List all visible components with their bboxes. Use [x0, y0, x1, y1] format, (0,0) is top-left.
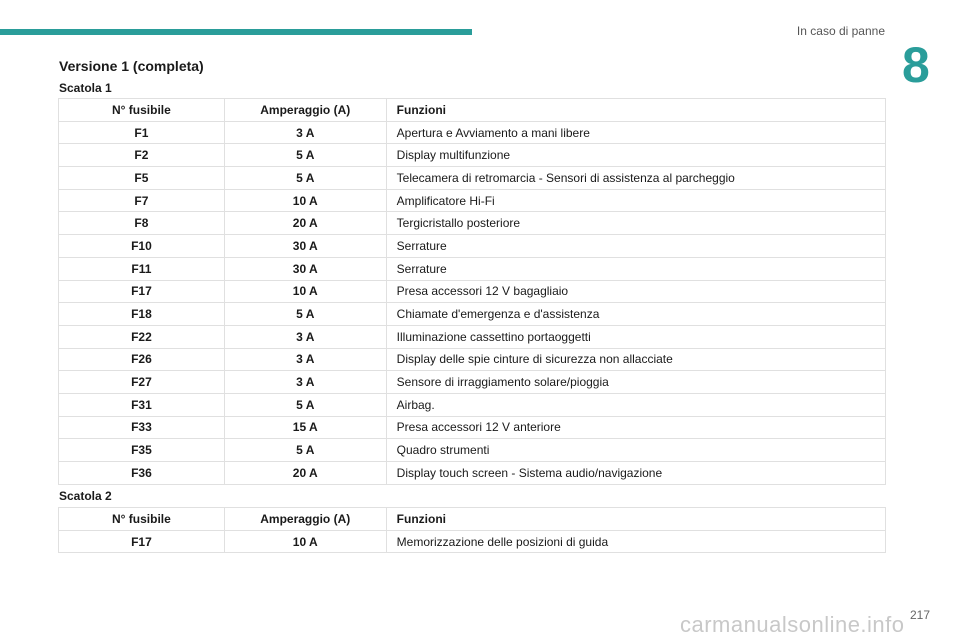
fuse-number-cell: F26	[59, 348, 225, 371]
fuse-number-cell: F2	[59, 144, 225, 167]
amperage-cell: 5 A	[224, 439, 386, 462]
function-cell: Presa accessori 12 V anteriore	[386, 416, 885, 439]
function-cell: Telecamera di retromarcia - Sensori di assistenza al parcheggio	[386, 167, 885, 190]
table-row	[59, 189, 886, 212]
watermark: carmanualsonline.info	[680, 612, 905, 637]
table-header-row	[59, 508, 886, 531]
function-cell: Illuminazione cassettino portaoggetti	[386, 325, 885, 348]
amperage-cell: 5 A	[224, 144, 386, 167]
fuse-number-cell: F33	[59, 416, 225, 439]
amperage-cell: 5 A	[224, 303, 386, 326]
box1-label: Scatola 1	[59, 81, 112, 95]
table-row	[59, 325, 886, 348]
fuse-number-cell: F5	[59, 167, 225, 190]
amperage-cell: 3 A	[224, 325, 386, 348]
table-row	[59, 212, 886, 235]
table-row	[59, 439, 886, 462]
fuse-number-cell: F17	[59, 280, 225, 303]
fuse-number-cell: F35	[59, 439, 225, 462]
fuse-number-cell: F11	[59, 257, 225, 280]
header-amperage: Amperaggio (A)	[224, 508, 386, 531]
function-cell: Serrature	[386, 257, 885, 280]
function-cell: Airbag.	[386, 393, 885, 416]
amperage-cell: 30 A	[224, 235, 386, 258]
amperage-cell: 10 A	[224, 280, 386, 303]
fuse-number-cell: F8	[59, 212, 225, 235]
function-cell: Sensore di irraggiamento solare/pioggia	[386, 371, 885, 394]
amperage-cell: 3 A	[224, 371, 386, 394]
function-cell: Display touch screen - Sistema audio/navigazione	[386, 462, 885, 485]
section-title: Versione 1 (completa)	[59, 58, 204, 74]
amperage-cell: 30 A	[224, 257, 386, 280]
function-cell: Display multifunzione	[386, 144, 885, 167]
amperage-cell: 3 A	[224, 121, 386, 144]
header-fuse-number: N° fusibile	[59, 99, 225, 122]
fuse-number-cell: F36	[59, 462, 225, 485]
chapter-name: In caso di panne	[796, 24, 885, 38]
fuse-number-cell: F22	[59, 325, 225, 348]
table-row	[59, 462, 886, 485]
fuse-number-cell: F27	[59, 371, 225, 394]
header-fuse-number: N° fusibile	[59, 508, 225, 531]
table-row	[59, 144, 886, 167]
table-row	[59, 348, 886, 371]
function-cell: Presa accessori 12 V bagagliaio	[386, 280, 885, 303]
table-row	[59, 235, 886, 258]
function-cell: Chiamate d'emergenza e d'assistenza	[386, 303, 885, 326]
function-cell: Display delle spie cinture di sicurezza non allacciate	[386, 348, 885, 371]
fuse-number-cell: F18	[59, 303, 225, 326]
table-row	[59, 393, 886, 416]
fuse-number-cell: F17	[59, 530, 225, 553]
function-cell: Apertura e Avviamento a mani libere	[386, 121, 885, 144]
header-accent-bar	[0, 29, 472, 35]
function-cell: Quadro strumenti	[386, 439, 885, 462]
fuse-number-cell: F10	[59, 235, 225, 258]
chapter-number: 8	[902, 37, 930, 93]
table-row	[59, 530, 886, 553]
fuse-table-box2	[58, 507, 886, 553]
table-row	[59, 303, 886, 326]
amperage-cell: 20 A	[224, 212, 386, 235]
function-cell: Amplificatore Hi-Fi	[386, 189, 885, 212]
page-number: 217	[909, 608, 930, 622]
amperage-cell: 15 A	[224, 416, 386, 439]
table-header-row	[59, 99, 886, 122]
amperage-cell: 3 A	[224, 348, 386, 371]
table-row	[59, 280, 886, 303]
amperage-cell: 5 A	[224, 393, 386, 416]
fuse-number-cell: F7	[59, 189, 225, 212]
amperage-cell: 10 A	[224, 530, 386, 553]
amperage-cell: 10 A	[224, 189, 386, 212]
table-row	[59, 416, 886, 439]
function-cell: Serrature	[386, 235, 885, 258]
table-row	[59, 121, 886, 144]
box2-label: Scatola 2	[59, 489, 112, 503]
table-row	[59, 257, 886, 280]
amperage-cell: 20 A	[224, 462, 386, 485]
amperage-cell: 5 A	[224, 167, 386, 190]
table-row	[59, 371, 886, 394]
header-functions: Funzioni	[386, 99, 885, 122]
header-functions: Funzioni	[386, 508, 885, 531]
fuse-number-cell: F31	[59, 393, 225, 416]
function-cell: Tergicristallo posteriore	[386, 212, 885, 235]
header-amperage: Amperaggio (A)	[224, 99, 386, 122]
function-cell: Memorizzazione delle posizioni di guida	[386, 530, 885, 553]
fuse-table-box1	[58, 98, 886, 485]
fuse-number-cell: F1	[59, 121, 225, 144]
table-row	[59, 167, 886, 190]
